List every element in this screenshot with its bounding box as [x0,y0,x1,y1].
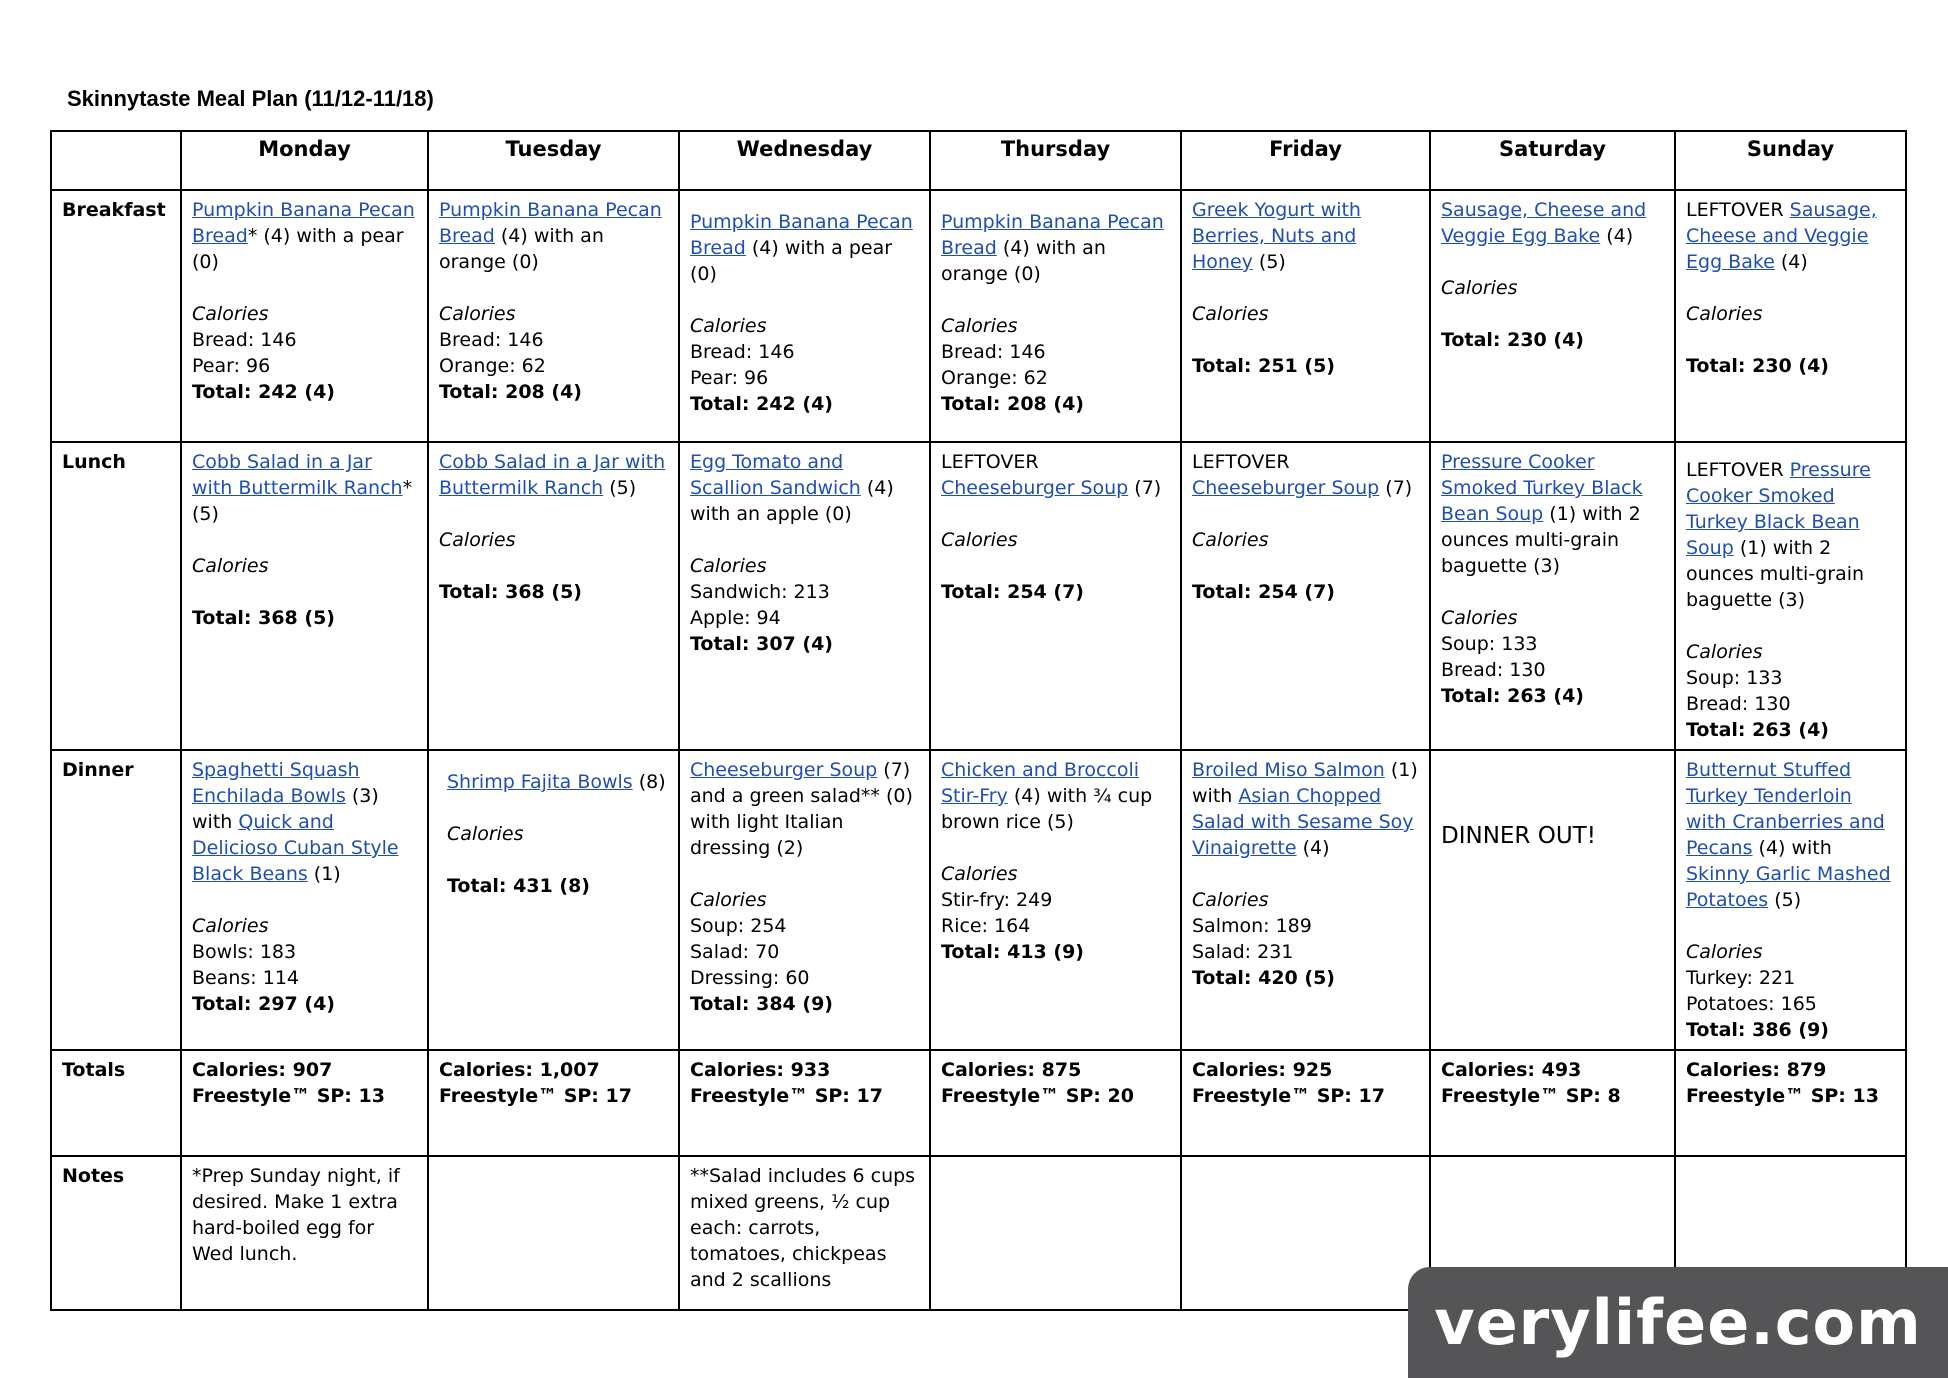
recipe-link[interactable]: Sausage, Cheese and Veggie Egg Bake [1686,199,1877,273]
calorie-line: Salmon: 189 [1192,915,1312,937]
breakfast-wednesday [679,190,930,442]
meal-desc: (4) [1774,251,1808,273]
breakfast-monday [181,190,428,442]
calorie-line: Apple: 94 [690,607,781,629]
calorie-line: Bread: 130 [1686,693,1791,715]
recipe-link[interactable]: Shrimp Fajita Bowls [447,771,633,793]
meal-desc: * (4) with a pear (0) [192,225,404,273]
breakfast-friday [1181,190,1430,442]
calories-label: Calories [1192,303,1269,325]
totals-monday [181,1050,428,1156]
recipe-link[interactable]: Pressure Cooker Smoked Turkey Black Bean Soup [1441,451,1643,525]
total-sp: Freestyle™ SP: 17 [690,1085,883,1107]
lunch-thursday [930,442,1181,750]
totals-thursday [930,1050,1181,1156]
recipe-link[interactable]: Spaghetti Squash Enchilada Bowls [192,759,360,807]
calorie-line: Soup: 133 [1686,667,1783,689]
calories-label: Calories [690,889,767,911]
meal-desc: (7) [1379,477,1413,499]
notes-monday: *Prep Sunday night, if desired. Make 1 extra hard-boiled egg for Wed lunch. [181,1156,428,1310]
leftover-prefix: LEFTOVER [1686,199,1790,221]
dinner-row [51,750,1906,1050]
day-header-thursday: Thursday [930,131,1181,190]
calorie-line: Bowls: 183 [192,941,297,963]
dinner-tuesday [428,750,679,1050]
recipe-link[interactable]: Cheeseburger Soup [1192,477,1380,499]
meal-total: Total: 307 (4) [690,633,833,655]
recipe-link[interactable]: Chicken and Broccoli Stir-Fry [941,759,1140,807]
meal-total: Total: 208 (4) [439,381,582,403]
breakfast-tuesday [428,190,679,442]
recipe-link[interactable]: Cheeseburger Soup [690,759,878,781]
breakfast-saturday [1430,190,1675,442]
meal-total: Total: 230 (4) [1441,329,1584,351]
day-header-saturday: Saturday [1430,131,1675,190]
dinner-saturday [1430,750,1675,1050]
meal-total: Total: 230 (4) [1686,355,1829,377]
breakfast-row [51,190,1906,442]
meal-plan-table [50,130,1907,1311]
calorie-line: Dressing: 60 [690,967,810,989]
calories-label: Calories [1192,529,1269,551]
day-header-friday: Friday [1181,131,1430,190]
corner-cell [51,131,181,190]
calorie-line: Stir-fry: 249 [941,889,1053,911]
leftover-prefix: LEFTOVER [941,451,1039,473]
calorie-line: Salad: 70 [690,941,780,963]
recipe-link[interactable]: Sausage, Cheese and Veggie Egg Bake [1441,199,1647,247]
totals-friday [1181,1050,1430,1156]
calories-label: Calories [941,315,1018,337]
lunch-row [51,442,1906,750]
meal-desc: (8) [632,771,666,793]
calories-label: Calories [192,555,269,577]
meal-total: Total: 208 (4) [941,393,1084,415]
notes-friday [1181,1156,1430,1310]
calorie-line: Soup: 133 [1441,633,1538,655]
recipe-link[interactable]: Skinny Garlic Mashed Potatoes [1686,863,1891,911]
meal-desc: (4) with [1752,837,1832,859]
total-sp: Freestyle™ SP: 17 [439,1085,632,1107]
recipe-link[interactable]: Quick and Delicioso Cuban Style Black Beans [192,811,399,885]
day-header-monday: Monday [181,131,428,190]
meal-total: Total: 368 (5) [192,607,335,629]
totals-row [51,1050,1906,1156]
meal-desc: (3) with [192,785,379,833]
meal-total: Total: 242 (4) [192,381,335,403]
calories-label: Calories [192,303,269,325]
calorie-line: Orange: 62 [439,355,546,377]
calorie-line: Salad: 231 [1192,941,1294,963]
calorie-line: Bread: 146 [941,341,1046,363]
dinner-sunday [1675,750,1906,1050]
meal-total: Total: 263 (4) [1686,719,1829,741]
row-label-notes: Notes [51,1156,181,1310]
calorie-line: Beans: 114 [192,967,300,989]
meal-total: Total: 297 (4) [192,993,335,1015]
recipe-link[interactable]: Pumpkin Banana Pecan Bread [192,199,415,247]
meal-total: Total: 386 (9) [1686,1019,1829,1041]
meal-desc: (4) [1296,837,1330,859]
dinner-thursday [930,750,1181,1050]
meal-total: Total: 413 (9) [941,941,1084,963]
recipe-link[interactable]: Egg Tomato and Scallion Sandwich [690,451,861,499]
meal-desc: (4) with ¾ cup brown rice (5) [941,785,1153,833]
meal-desc: (4) with a pear (0) [690,237,893,285]
total-calories: Calories: 1,007 [439,1059,600,1081]
meal-total: Total: 384 (9) [690,993,833,1015]
calorie-line: Turkey: 221 [1686,967,1796,989]
meal-total: Total: 251 (5) [1192,355,1335,377]
leftover-prefix: LEFTOVER [1686,459,1790,481]
calories-label: Calories [941,529,1018,551]
calorie-line: Bread: 146 [192,329,297,351]
lunch-tuesday [428,442,679,750]
lunch-monday [181,442,428,750]
calories-label: Calories [1441,607,1518,629]
totals-wednesday [679,1050,930,1156]
calories-label: Calories [447,823,524,845]
total-sp: Freestyle™ SP: 17 [1192,1085,1385,1107]
row-label-breakfast: Breakfast [51,190,181,442]
recipe-link[interactable]: Butternut Stuffed Turkey Tenderloin with Cranberries and Pecans [1686,759,1885,859]
meal-total: Total: 254 (7) [941,581,1084,603]
meal-desc: (1) [307,863,341,885]
calorie-line: Soup: 254 [690,915,787,937]
total-calories: Calories: 933 [690,1059,831,1081]
calorie-line: Bread: 146 [690,341,795,363]
row-label-lunch: Lunch [51,442,181,750]
breakfast-thursday [930,190,1181,442]
lunch-sunday [1675,442,1906,750]
day-header-tuesday: Tuesday [428,131,679,190]
meal-total: Total: 254 (7) [1192,581,1335,603]
recipe-link[interactable]: Cobb Salad in a Jar with Buttermilk Ranch [439,451,666,499]
total-calories: Calories: 493 [1441,1059,1582,1081]
meal-desc: (1) with [1192,759,1418,807]
dinner-out-text: DINNER OUT! [1441,823,1596,849]
totals-tuesday [428,1050,679,1156]
recipe-link[interactable]: Cheeseburger Soup [941,477,1129,499]
calories-label: Calories [1441,277,1518,299]
recipe-link[interactable]: Pumpkin Banana Pecan Bread [941,211,1164,259]
leftover-prefix: LEFTOVER [1192,451,1290,473]
calorie-line: Orange: 62 [941,367,1048,389]
header-row [51,131,1906,190]
notes-thursday [930,1156,1181,1310]
calorie-line: Pear: 96 [690,367,769,389]
meal-desc: (4) with an orange (0) [941,237,1106,285]
total-calories: Calories: 925 [1192,1059,1333,1081]
recipe-link[interactable]: Pumpkin Banana Pecan Bread [439,199,662,247]
calories-label: Calories [690,315,767,337]
meal-desc: (5) [1768,889,1802,911]
watermark-text: verylifee.com [1434,1286,1922,1359]
calorie-line: Sandwich: 213 [690,581,830,603]
calories-label: Calories [690,555,767,577]
calorie-line: Pear: 96 [192,355,271,377]
day-header-wednesday: Wednesday [679,131,930,190]
calories-label: Calories [1192,889,1269,911]
calories-label: Calories [1686,941,1763,963]
calories-label: Calories [941,863,1018,885]
lunch-saturday [1430,442,1675,750]
calories-label: Calories [1686,303,1763,325]
lunch-friday [1181,442,1430,750]
totals-sunday [1675,1050,1906,1156]
page-title: Skinnytaste Meal Plan (11/12-11/18) [67,86,434,111]
recipe-link[interactable]: Greek Yogurt with Berries, Nuts and Honey [1192,199,1361,273]
row-label-totals: Totals [51,1050,181,1156]
calories-label: Calories [192,915,269,937]
row-label-dinner: Dinner [51,750,181,1050]
meal-desc: (4) [1600,225,1634,247]
calorie-line: Potatoes: 165 [1686,993,1817,1015]
dinner-friday [1181,750,1430,1050]
meal-desc: (5) [1252,251,1286,273]
meal-desc: (4) with an apple (0) [690,477,894,525]
total-calories: Calories: 879 [1686,1059,1827,1081]
meal-total: Total: 420 (5) [1192,967,1335,989]
meal-total: Total: 242 (4) [690,393,833,415]
lunch-wednesday [679,442,930,750]
recipe-link[interactable]: Broiled Miso Salmon [1192,759,1385,781]
meal-desc: (7) and a green salad** (0) with light Italian dressing (2) [690,759,913,859]
recipe-link[interactable]: Pressure Cooker Smoked Turkey Black Bean Soup [1686,459,1871,559]
calories-label: Calories [1686,641,1763,663]
meal-desc: * (5) [192,477,413,525]
total-calories: Calories: 907 [192,1059,333,1081]
meal-desc: (1) with 2 ounces multi-grain baguette (3) [1441,503,1641,577]
total-sp: Freestyle™ SP: 20 [941,1085,1134,1107]
total-sp: Freestyle™ SP: 13 [1686,1085,1879,1107]
calorie-line: Bread: 146 [439,329,544,351]
calorie-line: Rice: 164 [941,915,1031,937]
total-calories: Calories: 875 [941,1059,1082,1081]
total-sp: Freestyle™ SP: 13 [192,1085,385,1107]
recipe-link[interactable]: Cobb Salad in a Jar with Buttermilk Ranch [192,451,403,499]
meal-desc: (5) [603,477,637,499]
recipe-link[interactable]: Asian Chopped Salad with Sesame Soy Vinaigrette [1192,785,1414,859]
dinner-monday [181,750,428,1050]
dinner-wednesday [679,750,930,1050]
total-sp: Freestyle™ SP: 8 [1441,1085,1621,1107]
watermark [1408,1267,1948,1378]
totals-saturday [1430,1050,1675,1156]
notes-tuesday [428,1156,679,1310]
recipe-link[interactable]: Pumpkin Banana Pecan Bread [690,211,913,259]
calorie-line: Bread: 130 [1441,659,1546,681]
calories-label: Calories [439,303,516,325]
breakfast-sunday [1675,190,1906,442]
meal-desc: (1) with 2 ounces multi-grain baguette (3) [1686,537,1865,611]
meal-total: Total: 431 (8) [447,875,590,897]
day-header-sunday: Sunday [1675,131,1906,190]
meal-total: Total: 368 (5) [439,581,582,603]
meal-total: Total: 263 (4) [1441,685,1584,707]
meal-desc: (7) [1128,477,1162,499]
calories-label: Calories [439,529,516,551]
notes-wednesday: **Salad includes 6 cups mixed greens, ½ cup each: carrots, tomatoes, chickpeas and 2 scallions [679,1156,930,1310]
meal-desc: (4) with an orange (0) [439,225,604,273]
